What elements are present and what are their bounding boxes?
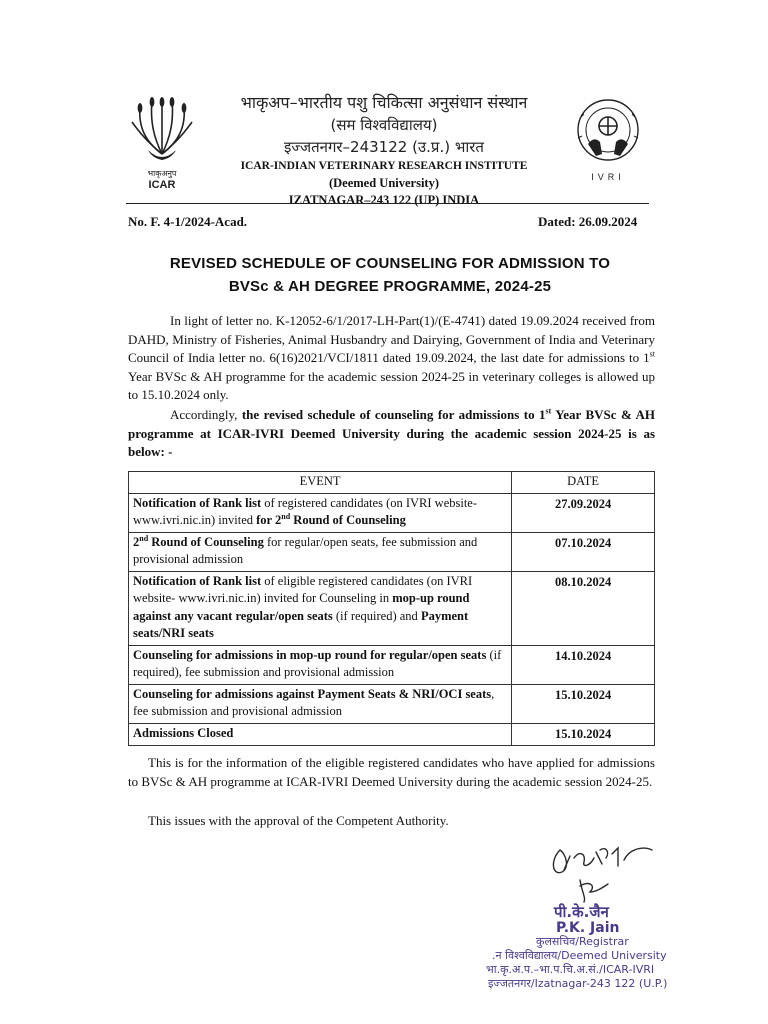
event-cell bbox=[129, 571, 512, 645]
table-row bbox=[129, 571, 655, 645]
table-row bbox=[129, 723, 655, 746]
date-cell: 27.09.2024 bbox=[512, 493, 655, 532]
paragraph-intro-b: Year BVSc & AH programme for the academic session 2024-25 in veterinary colleges is allowed up to 15.10.2024 only. bbox=[128, 368, 655, 402]
event-text: of registered candidates (on IVRI website- www.ivri.nic.in) invited bbox=[133, 495, 478, 527]
date-cell: 15.10.2024 bbox=[512, 684, 655, 723]
event-bold-text: for 2 bbox=[256, 513, 282, 527]
event-bold-text: Counseling for admissions in mop-up round for regular/open seats bbox=[133, 647, 487, 662]
event-bold-text: Admissions Closed bbox=[133, 725, 234, 740]
event-bold-text: Notification of Rank list bbox=[133, 495, 262, 510]
icar-logo-text: ICAR bbox=[148, 179, 176, 191]
title-line-1: REVISED SCHEDULE OF COUNSELING FOR ADMISSION TO bbox=[169, 255, 611, 272]
ivri-logo bbox=[568, 96, 648, 188]
paragraph-information bbox=[128, 754, 655, 791]
stamp-name: P.K. Jain bbox=[556, 920, 620, 936]
event-bold-text: 2 bbox=[133, 534, 140, 549]
institute-name: ICAR-INDIAN VETERINARY RESEARCH INSTITUTE bbox=[240, 160, 528, 172]
document-date: Dated: 26.09.2024 bbox=[538, 214, 638, 229]
event-bold-text: Notification of Rank list bbox=[133, 573, 262, 588]
event-text: for regular/open seats, fee submission and provisional admission bbox=[133, 534, 478, 566]
event-cell bbox=[129, 723, 512, 746]
date-cell: 15.10.2024 bbox=[512, 723, 655, 746]
hindi-address: इज्जतनगर–243122 (उ.प्र.) भारत bbox=[284, 138, 484, 156]
hindi-university-status: (सम विश्वविद्यालय) bbox=[330, 116, 438, 134]
event-bold-text: Round of Counseling bbox=[148, 534, 264, 549]
stamp-designation: कुलसचिव/Registrar bbox=[536, 935, 629, 948]
reference-number: No. F. 4-1/2024-Acad. bbox=[128, 214, 248, 229]
paragraph-information-text: This is for the information of the eligible registered candidates who have applied for admissions to BVSc & AH programme at ICAR-IVRI Deemed University during the academic session 2024-25. bbox=[128, 755, 655, 789]
stamp-institute: भा.कृ.अ.प.–भा.प.चि.अ.सं./ICAR-IVRI bbox=[486, 963, 655, 976]
schedule-table bbox=[128, 471, 655, 746]
hindi-institute-name: भाकृअप–भारतीय पशु चिकित्सा अनुसंधान संस्थान bbox=[240, 93, 528, 112]
table-row bbox=[129, 645, 655, 684]
paragraph-approval-text: This issues with the approval of the Competent Authority. bbox=[148, 813, 449, 828]
paragraph-intro-a: In light of letter no. K-12052-6/1/2017-LH-Part(1)/(E-4741) dated 19.09.2024 received from DAHD, Ministry of Fisheries, Animal Husbandry and Dairying, Government of India and Veterinary Council of India letter no. 6(16)2021/VCI/1811 dated 19.09.2024, the last date for admissions to 1 bbox=[128, 313, 655, 365]
event-cell bbox=[129, 493, 512, 532]
event-bold-text: Payment seats/NRI seats bbox=[133, 608, 469, 640]
paragraph-intro bbox=[128, 312, 655, 405]
institute-status: (Deemed University) bbox=[328, 176, 440, 190]
event-bold-text: mop-up round against any vacant regular/open seats bbox=[133, 591, 470, 623]
paragraph-approval bbox=[128, 812, 655, 831]
event-superscript: nd bbox=[139, 533, 149, 543]
ivri-logo-text: IVRI bbox=[591, 172, 625, 182]
paragraph-schedule-bold-b: Year BVSc & AH programme at ICAR-IVRI Deemed University during the academic session 2024-25 is as below: - bbox=[128, 407, 655, 459]
event-text: (if required), fee submission and provisional admission bbox=[133, 647, 502, 679]
institute-address: IZATNAGAR–243 122 (UP) INDIA bbox=[288, 193, 480, 207]
table-row bbox=[129, 493, 655, 532]
event-text: (if required) and bbox=[332, 608, 421, 623]
header-divider bbox=[126, 203, 649, 204]
paragraph-schedule-bold-a: the revised schedule of counseling for admissions to 1 bbox=[241, 407, 546, 422]
date-cell: 14.10.2024 bbox=[512, 645, 655, 684]
event-column-header: EVENT bbox=[129, 472, 512, 494]
paragraph-schedule-a: Accordingly, bbox=[170, 407, 242, 422]
paragraph-schedule-intro bbox=[128, 406, 655, 462]
event-bold-text: Counseling for admissions against Payment Seats & NRI/OCI seats bbox=[133, 686, 492, 701]
event-cell bbox=[129, 532, 512, 571]
date-column-header: DATE bbox=[512, 472, 655, 494]
event-superscript: nd bbox=[281, 511, 291, 521]
title-line-2: BVSc & AH DEGREE PROGRAMME, 2024-25 bbox=[228, 278, 552, 295]
event-text: , fee submission and provisional admission bbox=[133, 686, 495, 718]
document-title bbox=[120, 252, 660, 298]
stamp-address: इज्जतनगर/Izatnagar-243 122 (U.P.) bbox=[488, 977, 668, 990]
table-header-row bbox=[129, 472, 655, 494]
handwritten-signature bbox=[540, 836, 660, 906]
event-bold-text: Round of Counseling bbox=[290, 513, 406, 527]
paragraph-intro-sup: st bbox=[649, 349, 655, 359]
table-row bbox=[129, 532, 655, 571]
event-cell bbox=[129, 645, 512, 684]
event-cell bbox=[129, 684, 512, 723]
event-text: of eligible registered candidates (on IVRI website- www.ivri.nic.in) invited for Counseling in bbox=[133, 573, 473, 605]
date-cell: 07.10.2024 bbox=[512, 532, 655, 571]
icar-logo bbox=[126, 92, 198, 192]
date-cell: 08.10.2024 bbox=[512, 571, 655, 645]
stamp-university: .न विश्वविद्यालय/Deemed University bbox=[492, 949, 667, 962]
letterhead bbox=[200, 92, 568, 209]
table-row bbox=[129, 684, 655, 723]
icar-logo-hindi: भाकृअनुप bbox=[147, 169, 177, 178]
stamp-name-hindi: पी.के.जैन bbox=[554, 903, 609, 921]
paragraph-schedule-sup: st bbox=[545, 406, 552, 416]
